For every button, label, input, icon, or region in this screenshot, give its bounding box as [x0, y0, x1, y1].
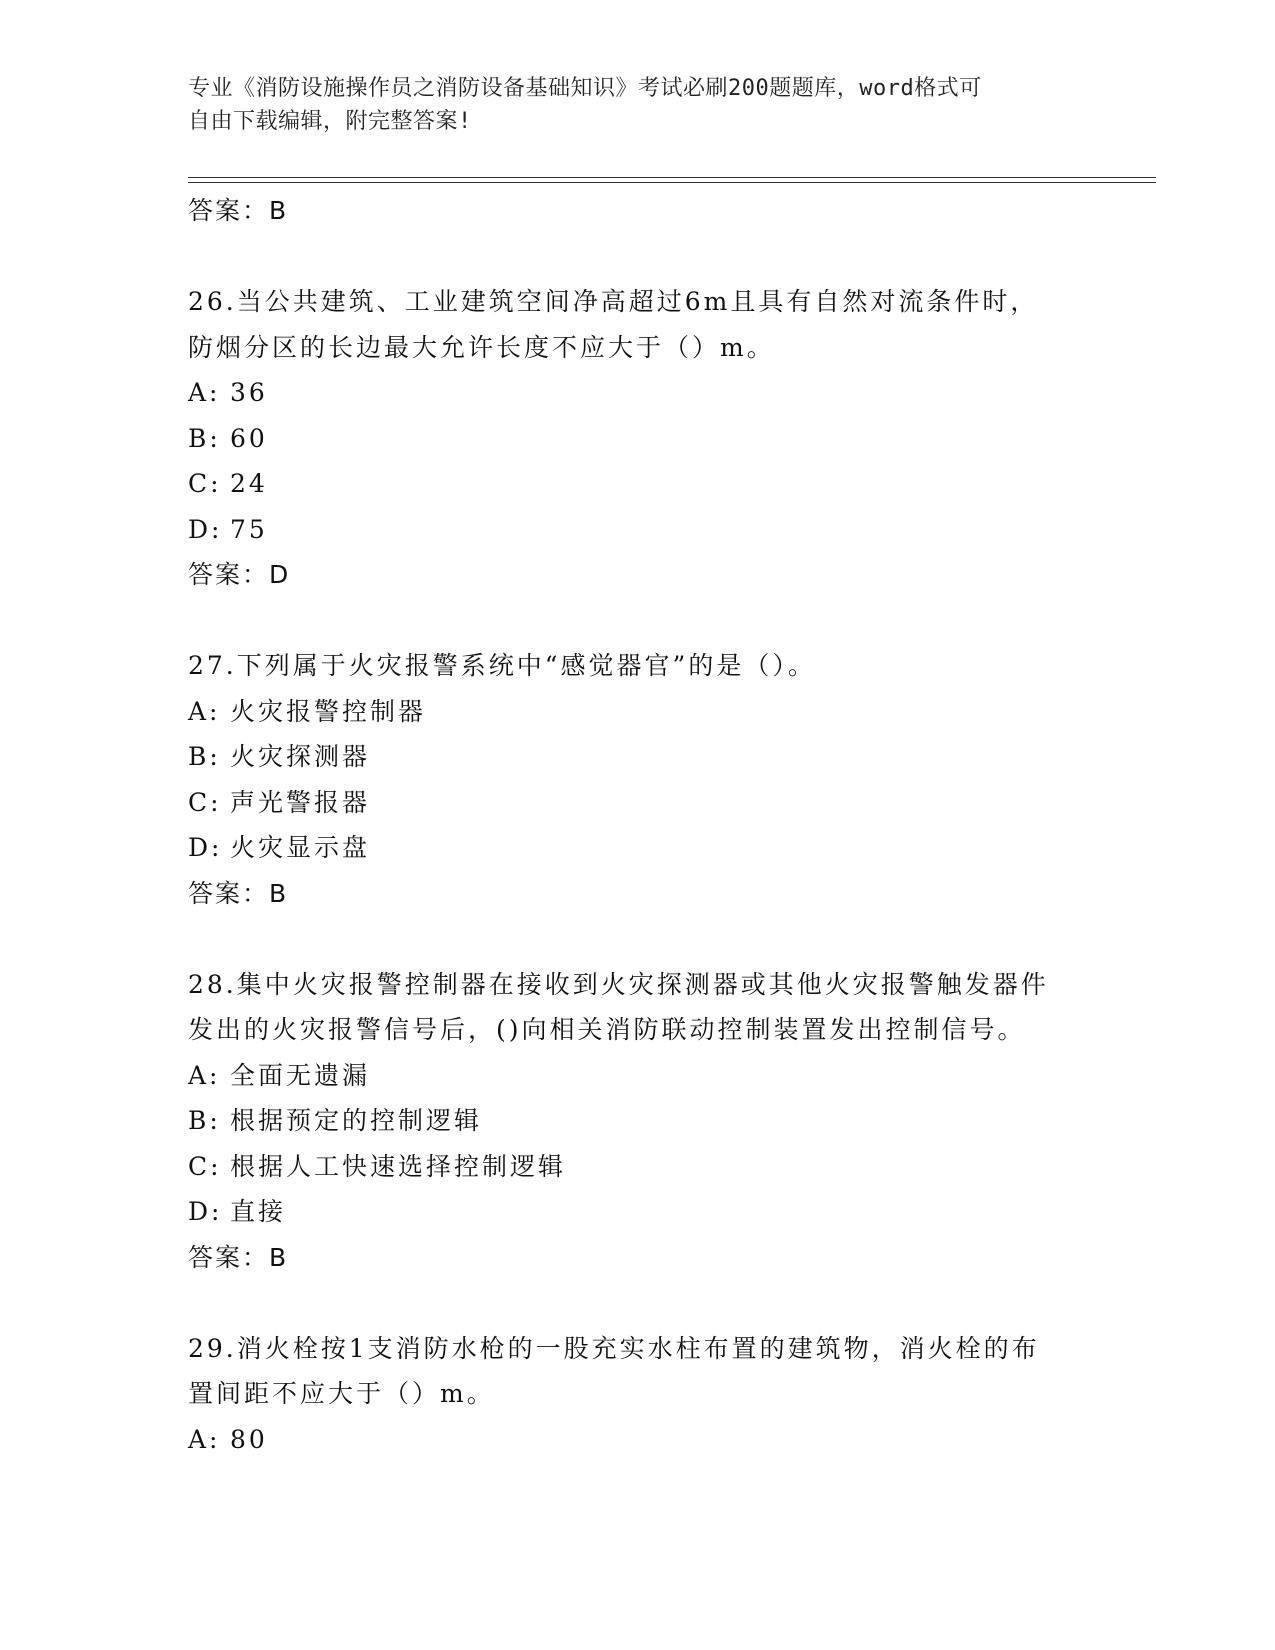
answer: 答案：B: [188, 878, 289, 908]
spacer: [188, 916, 1088, 962]
option-text: 根据预定的控制逻辑: [230, 1106, 483, 1135]
option-c: [188, 1144, 1088, 1190]
option-key: C:: [188, 469, 222, 498]
option-key: B:: [188, 423, 221, 453]
header-rule-bottom: [188, 182, 1156, 183]
option-text: 直接: [230, 1197, 287, 1226]
option-key: D:: [188, 1197, 223, 1226]
option-key: A:: [188, 1424, 221, 1454]
option-key: A:: [188, 378, 221, 407]
option-a: [188, 689, 1088, 735]
option-key: A:: [188, 696, 221, 726]
previous-answer: 答案：B: [188, 196, 289, 225]
option-a: [188, 370, 1088, 416]
header-line-2: 自由下载编辑，附完整答案!: [188, 109, 472, 134]
option-key: D:: [188, 514, 223, 544]
option-c: [188, 780, 1088, 826]
option-text: 声光警报器: [230, 787, 371, 817]
option-text: 60: [230, 423, 268, 453]
question-text: 28.集中火灾报警控制器在接收到火灾探测器或其他火灾报警触发器件: [188, 969, 1049, 999]
option-b: [188, 416, 1088, 462]
question-26: [188, 279, 1088, 598]
option-d: [188, 825, 1088, 871]
option-key: D:: [188, 833, 223, 862]
option-d: [188, 1189, 1088, 1235]
question-27: [188, 643, 1088, 916]
option-text: 24: [230, 469, 268, 498]
question-28: [188, 962, 1088, 1281]
spacer: [188, 598, 1088, 644]
option-text: 火灾探测器: [230, 742, 371, 771]
header-line-1: 专业《消防设施操作员之消防设备基础知识》考试必刷200题题库，word格式可: [188, 76, 982, 101]
question-text: 29.消火栓按1支消防水枪的一股充实水柱布置的建筑物，消火栓的布: [188, 1333, 1040, 1363]
option-text: 80: [230, 1424, 268, 1454]
document-header: [188, 72, 1068, 138]
question-text: 防烟分区的长边最大允许长度不应大于（）m。: [188, 332, 775, 362]
option-text: 75: [230, 514, 268, 544]
header-rule-top: [188, 177, 1156, 178]
option-text: 根据人工快速选择控制逻辑: [230, 1151, 567, 1181]
answer: 答案：B: [188, 1242, 289, 1272]
option-key: C:: [188, 787, 222, 817]
option-text: 36: [230, 378, 268, 407]
option-key: C:: [188, 1151, 222, 1181]
option-text: 火灾显示盘: [230, 833, 371, 862]
option-text: 火灾报警控制器: [230, 696, 427, 726]
option-c: [188, 461, 1088, 507]
option-key: B:: [188, 1106, 221, 1135]
option-d: [188, 507, 1088, 553]
spacer: [188, 234, 1088, 280]
question-text: 发出的火灾报警信号后，()向相关消防联动控制装置发出控制信号。: [188, 1015, 1026, 1044]
question-text: 27.下列属于火灾报警系统中“感觉器官”的是（）。: [188, 651, 816, 680]
spacer: [188, 1280, 1088, 1326]
option-a: [188, 1053, 1088, 1099]
option-text: 全面无遗漏: [230, 1060, 371, 1090]
option-b: [188, 734, 1088, 780]
option-b: [188, 1098, 1088, 1144]
option-key: B:: [188, 742, 221, 771]
question-text: 置间距不应大于（）m。: [188, 1379, 495, 1408]
option-a: [188, 1417, 1088, 1463]
answer: 答案：D: [188, 560, 291, 589]
question-29: [188, 1326, 1088, 1463]
question-list: [188, 188, 1088, 1462]
option-key: A:: [188, 1060, 221, 1090]
question-text: 26.当公共建筑、工业建筑空间净高超过6m且具有自然对流条件时，: [188, 287, 1039, 316]
